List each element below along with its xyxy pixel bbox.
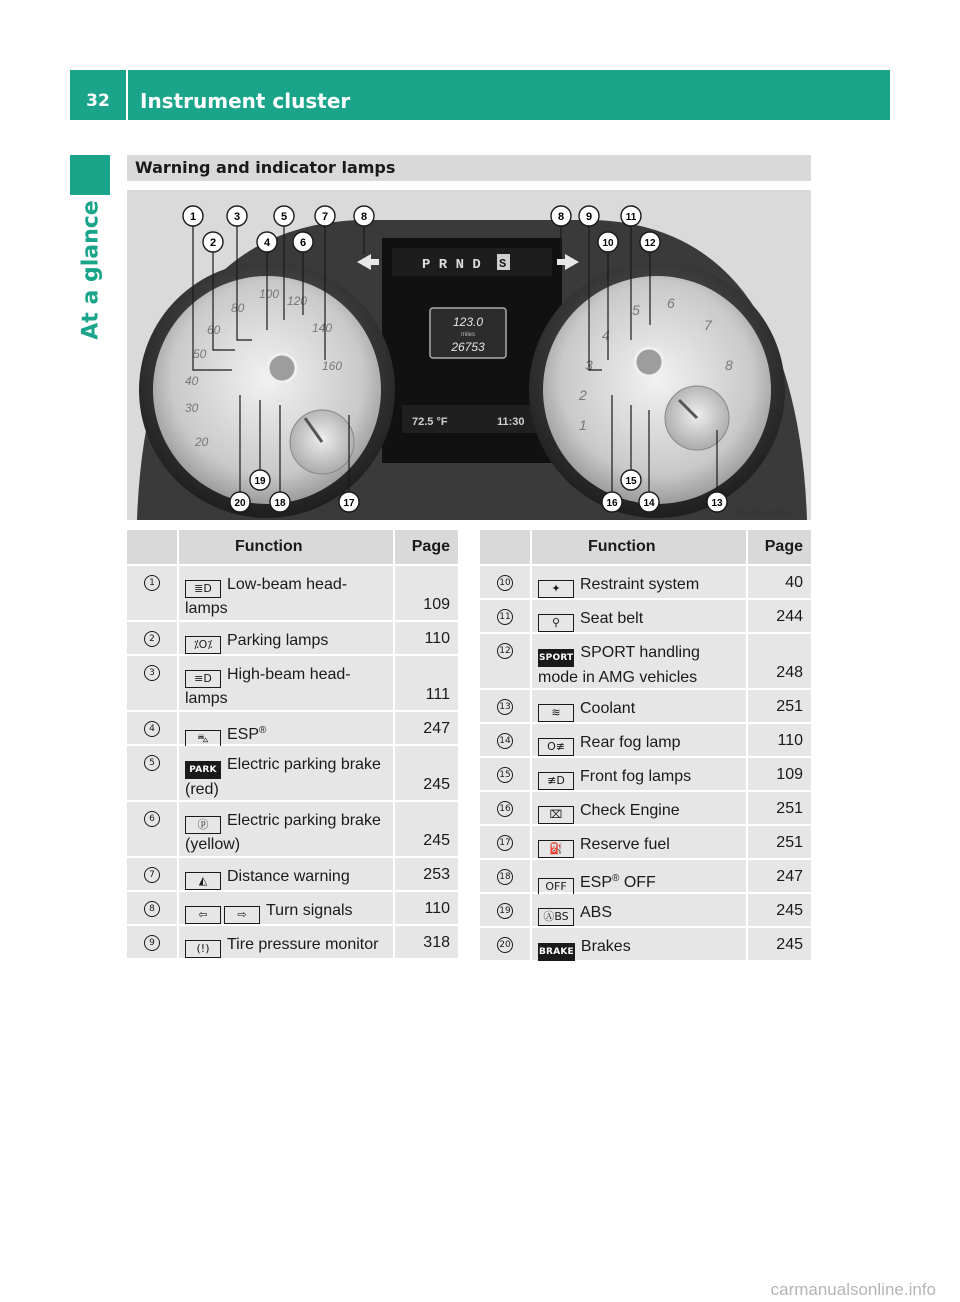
table-row: 7 ◭ Distance warning 253 (127, 858, 458, 892)
callout-number: 19 (497, 903, 513, 919)
esp-icon: ⛍ (185, 730, 221, 748)
svg-text:160: 160 (322, 359, 343, 373)
svg-text:20: 20 (195, 435, 209, 449)
parking-lamps-icon: ⁒O⁒ (185, 636, 221, 654)
page-title: Instrument cluster (140, 89, 351, 113)
gear-indicator: P R N D (422, 257, 481, 273)
table-row: 15 ≢D Front fog lamps 109 (480, 758, 811, 792)
outside-temperature: 72.5 °F (412, 416, 448, 428)
svg-text:1: 1 (189, 211, 197, 223)
callout-number: 12 (497, 643, 513, 659)
page-number: 32 (86, 91, 110, 111)
table-row: 18 OFF ESP® OFF 247 (480, 860, 811, 894)
svg-text:17: 17 (343, 498, 355, 509)
front-fog-icon: ≢D (538, 772, 574, 790)
table-row: 10 ✦ Restraint system 40 (480, 566, 811, 600)
page-ref: 251 (748, 826, 811, 858)
callout-number: 17 (497, 835, 513, 851)
function-column-header: Function (532, 530, 748, 564)
callout-number: 4 (144, 721, 160, 737)
low-beam-icon: ≣D (185, 580, 221, 598)
table-row: 8 ⇦ ⇨ Turn signals 110 (127, 892, 458, 926)
table-row: 3 ≡D High-beam head- lamps 111 (127, 656, 458, 712)
page-ref: 244 (748, 600, 811, 632)
table-row: 19 ⒶBS ABS 245 (480, 894, 811, 928)
svg-text:2: 2 (209, 237, 217, 249)
svg-text:4: 4 (602, 327, 610, 343)
svg-text:15: 15 (625, 476, 637, 487)
svg-text:9: 9 (585, 211, 593, 223)
page-ref: 247 (748, 860, 811, 892)
svg-text:60: 60 (207, 323, 221, 337)
svg-text:12: 12 (644, 238, 656, 249)
distance-warning-icon: ◭ (185, 872, 221, 890)
svg-text:100: 100 (259, 287, 280, 301)
gear-mode-indicator: S (499, 257, 507, 271)
page-ref: 245 (395, 746, 458, 800)
check-engine-icon: ⌧ (538, 806, 574, 824)
table-row: 14 O≢ Rear fog lamp 110 (480, 724, 811, 758)
figure-code: P54.33-2615-31 (733, 508, 798, 518)
svg-text:6: 6 (667, 295, 675, 311)
table-row: 2 ⁒O⁒ Parking lamps 110 (127, 622, 458, 656)
svg-text:4: 4 (263, 237, 271, 249)
callout-number: 10 (497, 575, 513, 591)
svg-text:120: 120 (287, 294, 308, 308)
table-row: 6 ⓟ Electric parking brake (yellow) 245 (127, 802, 458, 858)
abs-icon: ⒶBS (538, 908, 574, 926)
tire-pressure-icon: (!) (185, 940, 221, 958)
table-header-row (480, 530, 811, 566)
page-ref: 245 (748, 928, 811, 960)
esp-off-icon: OFF (538, 878, 574, 896)
page-ref: 253 (395, 858, 458, 890)
callout-number: 16 (497, 801, 513, 817)
side-tab (71, 200, 111, 340)
page-ref: 110 (395, 892, 458, 924)
page-ref: 248 (748, 634, 811, 688)
table-row: 9 (!) Tire pressure monitor 318 (127, 926, 458, 960)
trip-value: 123.0 (452, 315, 484, 329)
page-ref: 109 (748, 758, 811, 790)
svg-text:140: 140 (312, 321, 333, 335)
svg-text:8: 8 (557, 211, 565, 223)
function-column-header: Function (179, 530, 395, 564)
park-icon: PARK (185, 761, 221, 779)
svg-text:3: 3 (585, 357, 593, 373)
left-lamp-table (127, 530, 458, 960)
rear-fog-icon: O≢ (538, 738, 574, 756)
svg-text:40: 40 (185, 374, 199, 388)
right-lamp-table (480, 530, 811, 962)
callout-number: 1 (144, 575, 160, 591)
sport-icon: SPORT (538, 649, 574, 667)
reserve-fuel-icon: ⛽ (538, 840, 574, 858)
svg-text:13: 13 (711, 498, 723, 509)
page-ref: 251 (748, 690, 811, 722)
table-row: 13 ≋ Coolant 251 (480, 690, 811, 724)
page-ref: 245 (395, 802, 458, 856)
callout-number: 3 (144, 665, 160, 681)
svg-text:10: 10 (602, 238, 614, 249)
svg-text:14: 14 (643, 498, 655, 509)
table-row: 11 ⚲ Seat belt 244 (480, 600, 811, 634)
side-tab-marker (70, 155, 110, 195)
side-tab-label: At a glance (78, 200, 104, 340)
svg-text:6: 6 (299, 237, 307, 249)
table-header-row (127, 530, 458, 566)
header-bar (70, 70, 890, 120)
tachometer-dial (543, 276, 771, 504)
callout-number: 6 (144, 811, 160, 827)
odometer-value: 26753 (451, 340, 485, 354)
callout-number: 9 (144, 935, 160, 951)
page-ref: 109 (395, 566, 458, 620)
callout-number: 7 (144, 867, 160, 883)
page-ref: 245 (748, 894, 811, 926)
table-row: 12 SPORT SPORT handling mode in AMG vehicles 248 (480, 634, 811, 690)
section-heading: Warning and indicator lamps (127, 155, 811, 181)
svg-text:19: 19 (254, 476, 266, 487)
callout-number: 8 (144, 901, 160, 917)
svg-text:18: 18 (274, 498, 286, 509)
callout-number: 11 (497, 609, 513, 625)
table-row: 16 ⌧ Check Engine 251 (480, 792, 811, 826)
callout-number: 20 (497, 937, 513, 953)
restraint-system-icon: ✦ (538, 580, 574, 598)
turn-signal-right-icon: ⇨ (224, 906, 260, 924)
instrument-cluster-figure (127, 190, 811, 520)
page-ref: 318 (395, 926, 458, 958)
page-ref: 251 (748, 792, 811, 824)
svg-text:8: 8 (360, 211, 368, 223)
callout-number: 13 (497, 699, 513, 715)
svg-text:7: 7 (704, 317, 712, 333)
svg-text:1: 1 (579, 417, 587, 433)
trip-unit: miles (460, 332, 476, 338)
callout-number: 15 (497, 767, 513, 783)
svg-text:50: 50 (193, 347, 207, 361)
table-row: 1 ≣D Low-beam head- lamps 109 (127, 566, 458, 622)
svg-text:8: 8 (725, 357, 733, 373)
table-row: 20 BRAKE Brakes 245 (480, 928, 811, 962)
svg-text:2: 2 (579, 387, 587, 403)
svg-text:80: 80 (231, 301, 245, 315)
table-row: 4 ⛍ ESP® 247 (127, 712, 458, 746)
page-column-header: Page (395, 530, 458, 564)
page-ref: 110 (748, 724, 811, 756)
table-row: 5 PARK Electric parking brake (red) 245 (127, 746, 458, 802)
svg-text:5: 5 (632, 302, 640, 318)
svg-text:20: 20 (234, 498, 246, 509)
parking-brake-yellow-icon: ⓟ (185, 816, 221, 834)
table-row: 17 ⛽ Reserve fuel 251 (480, 826, 811, 860)
svg-text:30: 30 (185, 401, 199, 415)
callout-number: 14 (497, 733, 513, 749)
watermark: carmanualsonline.info (770, 1280, 936, 1299)
svg-text:11: 11 (625, 212, 637, 223)
page-ref: 247 (395, 712, 458, 744)
callout-number: 5 (144, 755, 160, 771)
callout-number: 2 (144, 631, 160, 647)
clock: 11:30 (497, 416, 525, 428)
page-column-header: Page (748, 530, 811, 564)
seat-belt-icon: ⚲ (538, 614, 574, 632)
page-ref: 111 (395, 656, 458, 710)
turn-signal-left-icon: ⇦ (185, 906, 221, 924)
callout-number: 18 (497, 869, 513, 885)
speedometer-hub (268, 354, 296, 382)
coolant-icon: ≋ (538, 704, 574, 722)
instrument-cluster-illustration (127, 190, 811, 520)
svg-text:3: 3 (233, 211, 241, 223)
page-ref: 40 (748, 566, 811, 598)
tachometer-hub (635, 348, 663, 376)
svg-text:7: 7 (321, 211, 329, 223)
brake-icon: BRAKE (538, 943, 575, 961)
high-beam-icon: ≡D (185, 670, 221, 688)
svg-text:16: 16 (606, 498, 618, 509)
header-divider (126, 70, 128, 120)
svg-text:5: 5 (280, 211, 288, 223)
page-ref: 110 (395, 622, 458, 654)
